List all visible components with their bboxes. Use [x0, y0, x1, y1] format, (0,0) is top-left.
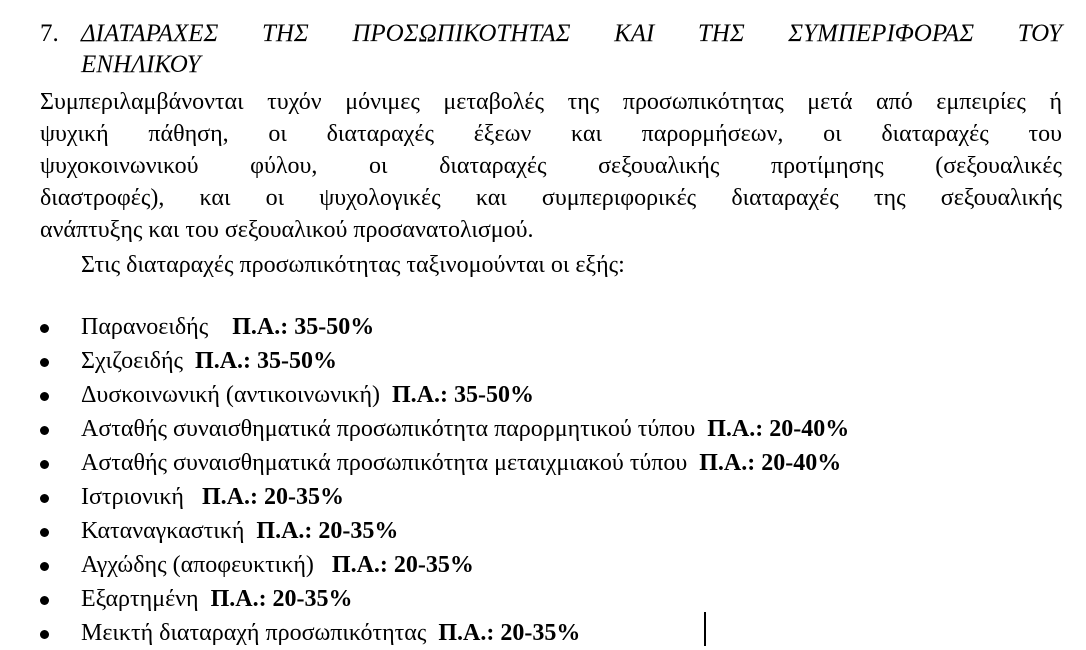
disability-percentage: Π.Α.: 20-40% [707, 416, 850, 442]
section-title [81, 18, 1062, 80]
bullet-icon [40, 426, 49, 435]
list-item [40, 446, 849, 480]
section-title-line-1: ΔΙΑΤΑΡΑΧΕΣ ΤΗΣ ΠΡΟΣΩΠΙΚΟΤΗΤΑΣ ΚΑΙ ΤΗΣ ΣΥΜΠΕΡΙΦΟΡΑΣ ΤΟΥ [81, 20, 1062, 47]
bullet-icon [40, 596, 49, 605]
list-item [40, 310, 849, 344]
disorder-name: Δυσκοινωνική (αντικοινωνική) [81, 382, 381, 408]
disability-percentage: Π.Α.: 20-35% [256, 518, 399, 544]
disability-percentage: Π.Α.: 35-50% [392, 382, 534, 408]
disorder-name: Ασταθής συναισθηματικά προσωπικότητα παρορμητικού τύπου [81, 416, 696, 442]
disorder-name: Καταναγκαστική [81, 518, 245, 544]
paragraph-line: ανάπτυξης και του σεξουαλικού προσανατολισμού. [40, 217, 534, 243]
bullet-icon [40, 528, 49, 537]
description-paragraph [40, 86, 1062, 246]
bullet-icon [40, 562, 49, 571]
list-intro: Στις διαταραχές προσωπικότητας ταξινομούνται οι εξής: [81, 252, 625, 278]
section-heading [40, 18, 1062, 80]
bullet-icon [40, 460, 49, 469]
disability-percentage: Π.Α.: 20-35% [210, 586, 353, 612]
list-item [40, 378, 849, 412]
paragraph-line: διαστροφές), και οι ψυχολογικές και συμπεριφορικές διαταραχές της σεξουαλικής [40, 185, 1062, 211]
section-title-line-2: ΕΝΗΛΙΚΟΥ [81, 51, 201, 78]
list-item [40, 582, 849, 616]
section-number: 7. [40, 20, 59, 47]
disorder-name: Ιστριονική [81, 484, 184, 510]
paragraph-line: ψυχική πάθηση, οι διαταραχές έξεων και παρορμήσεων, οι διαταραχές του [40, 121, 1062, 147]
paragraph-line: Συμπεριλαμβάνονται τυχόν μόνιμες μεταβολές της προσωπικότητας μετά από εμπειρίες ή [40, 89, 1062, 115]
disability-percentage: Π.Α.: 20-35% [438, 620, 581, 646]
list-item [40, 616, 849, 650]
paragraph-line: ψυχοκοινωνικού φύλου, οι διαταραχές σεξουαλικής προτίμησης (σεξουαλικές [40, 153, 1062, 179]
bullet-icon [40, 358, 49, 367]
text-cursor[interactable] [704, 612, 706, 646]
disorder-list [40, 310, 849, 650]
bullet-icon [40, 630, 49, 639]
bullet-icon [40, 392, 49, 401]
bullet-icon [40, 324, 49, 333]
disorder-name: Παρανοειδής [81, 314, 209, 340]
list-item [40, 548, 849, 582]
list-item [40, 480, 849, 514]
bullet-icon [40, 494, 49, 503]
disorder-name: Αγχώδης (αποφευκτική) [81, 552, 314, 578]
disorder-name: Σχιζοειδής [81, 348, 184, 374]
disability-percentage: Π.Α.: 35-50% [195, 348, 338, 374]
disability-percentage: Π.Α.: 20-40% [699, 450, 842, 476]
disorder-name: Εξαρτημένη [81, 586, 199, 612]
disability-percentage: Π.Α.: 20-35% [331, 552, 474, 578]
disability-percentage: Π.Α.: 20-35% [201, 484, 344, 510]
list-item [40, 412, 849, 446]
disability-percentage: Π.Α.: 35-50% [232, 314, 375, 340]
list-item [40, 344, 849, 378]
disorder-name: Ασταθής συναισθηματικά προσωπικότητα μεταιχμιακού τύπου [81, 450, 688, 476]
list-item [40, 514, 849, 548]
disorder-name: Μεικτή διαταραχή προσωπικότητας [81, 620, 427, 646]
